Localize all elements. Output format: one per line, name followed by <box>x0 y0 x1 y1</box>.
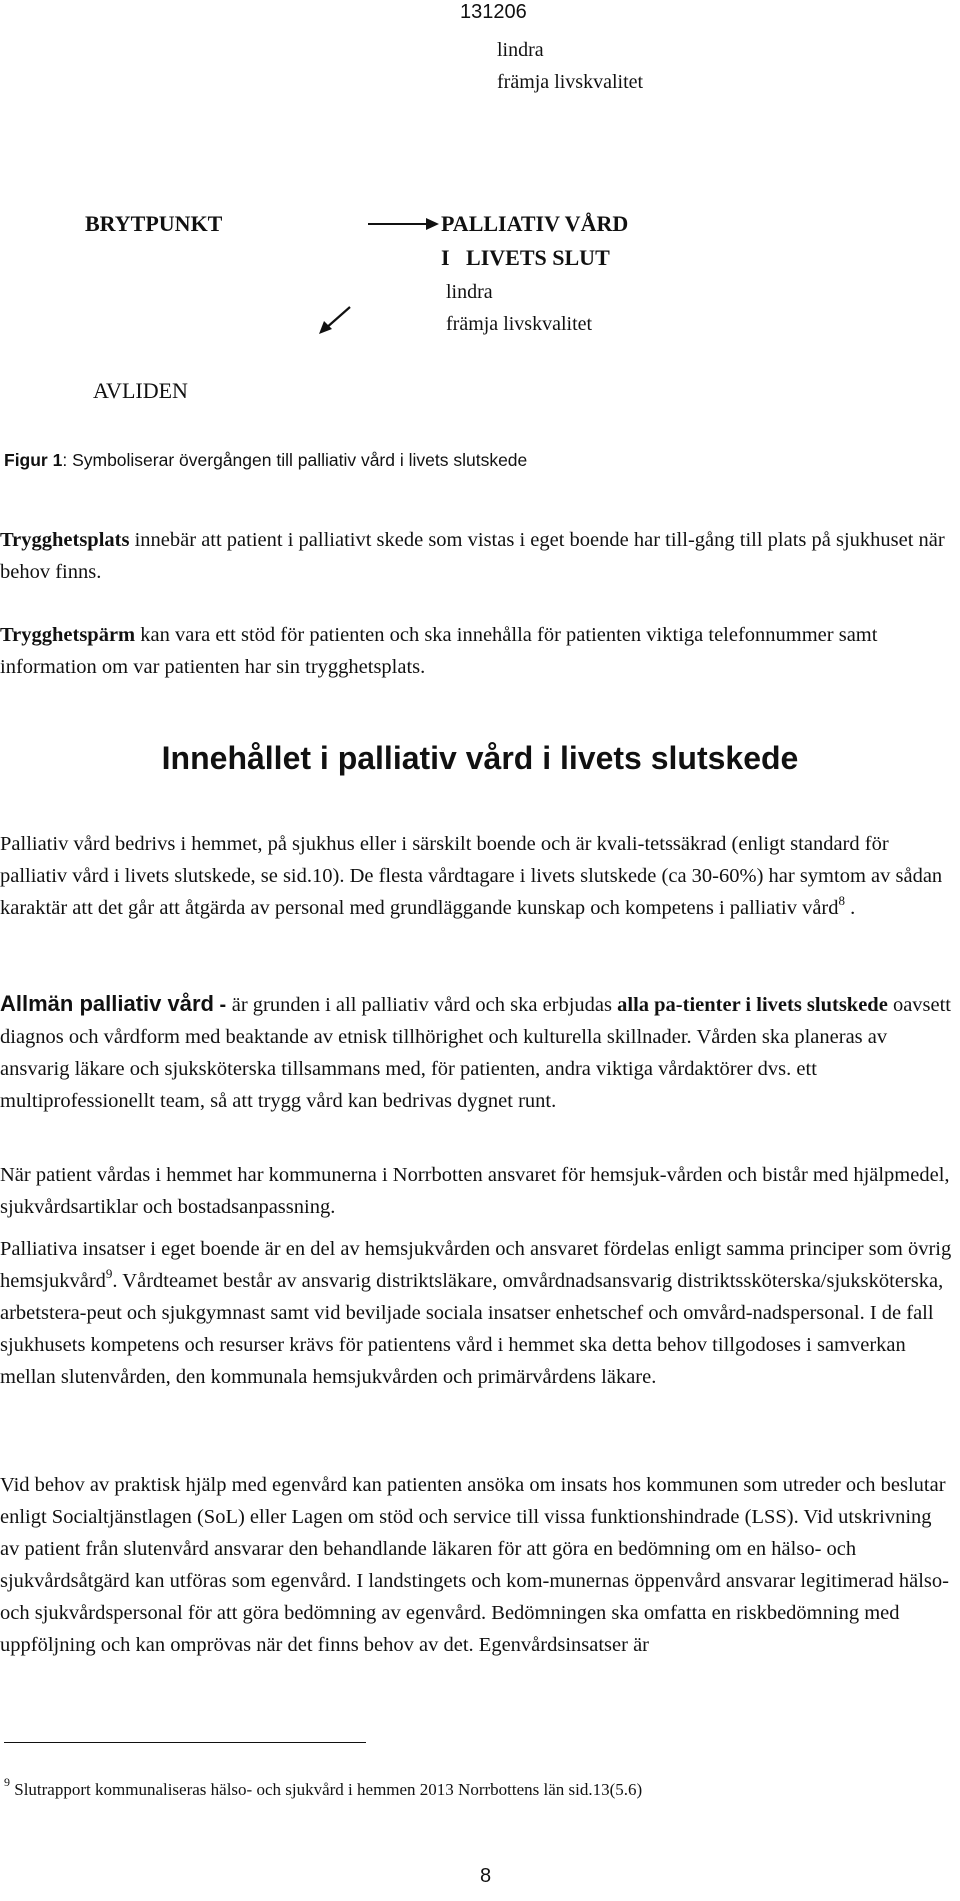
figure-caption-label: Figur 1 <box>4 450 63 470</box>
figure-i-livets-slut: I LIVETS SLUT <box>441 245 610 270</box>
figure-lindra: lindra <box>446 281 493 303</box>
top-line-livskvalitet: främja livskvalitet <box>497 71 644 93</box>
footnote-text: Slutrapport kommunaliseras hälso- och sjukvård i hemmen 2013 Norrbottens län sid.13(5.6) <box>10 1780 643 1799</box>
footnote-ref-9: 9 <box>105 1266 113 1281</box>
paragraph-2-bold: alla pa-tienter i livets slutskede <box>617 994 888 1016</box>
definition-trygghetsparm <box>0 619 952 683</box>
term-dash: - <box>213 994 232 1016</box>
figure-caption <box>4 449 527 471</box>
paragraph-egenvard <box>0 1469 952 1661</box>
top-line-lindra: lindra <box>497 39 544 61</box>
paragraph-4-text-b: . Vårdteamet består av ansvarig distriktsläkare, omvårdnadsansvarig distriktssköterska/sjuksköterska, arbetstera-peut och sjukgymnast samt vid beviljade sociala insatser enhetschef och omvård-nadspersonal. I de fall sjukhusets kompetens och resurser krävs för patientens vård i hemmet ska detta behov tillgodoses i samverkan mellan slutenvården, den kommunala hemsjukvården och primärvårdens läkare. <box>0 1270 944 1388</box>
paragraph-eget-boende <box>0 1233 952 1393</box>
figure-caption-text: : Symboliserar övergången till palliativ vård i livets slutskede <box>62 450 528 470</box>
figure-palliativ-vard: PALLIATIV VÅRD <box>441 211 629 236</box>
paragraph-4-text-a: Palliativa insatser i eget boende är en del av hemsjukvården och ansvaret fördelas enligt samma principer som övrig hemsjukvård <box>0 1238 952 1292</box>
paragraph-1-text: Palliativ vård bedrivs i hemmet, på sjukhus eller i särskilt boende och är kvali-tetssäkrad (enligt standard för palliativ vård i livets slutskede, se sid.10). De flesta vårdtagare i livets slutskede (ca 30-60%) har symtom av sådan karaktär att det går att åtgärda av personal med grundläggande kunskap och kompetens i palliativ vård <box>0 833 943 919</box>
paragraph-2-text-a: är grunden i all palliativ vård och ska erbjudas <box>231 994 618 1016</box>
section-heading: Innehållet i palliativ vård i livets slutskede <box>161 740 799 776</box>
paragraph-3-text: När patient vårdas i hemmet har kommunerna i Norrbotten ansvaret för hemsjuk-vården och bistår med hjälpmedel, sjukvårdsartiklar och bostadsanpassning. <box>0 1164 950 1218</box>
term-allman-palliativ-vard: Allmän palliativ vård <box>0 991 214 1016</box>
paragraph-5-text: Vid behov av praktisk hjälp med egenvård kan patienten ansöka om insats hos kommunen som utreder och beslutar enligt Socialtjänstlagen (SoL) eller Lagen om stöd och service till vissa funktionshindrade (LSS). Vid utskrivning av patient från slutenvård ansvarar den behandlande läkaren för att göra en bedömning om en hälso- och sjukvårdsåtgärd kan utföras som egenvård. I landstingets och kom-munernas öppenvård ansvarar legitimerad hälso- och sjukvårdspersonal för att göra bedömning av egenvård. Bedömningen ska omfatta en riskbedömning med uppföljning och kan omprövas när det finns behov av det. Egenvårdsinsatser är <box>0 1474 949 1656</box>
paragraph-allman-palliativ-vard <box>0 988 952 1117</box>
arrow-down-left-icon <box>318 305 352 335</box>
figure-framja-livskvalitet: främja livskvalitet <box>446 313 593 335</box>
paragraph-hemmet <box>0 1159 952 1223</box>
figure-brytpunkt: BRYTPUNKT <box>85 211 223 236</box>
arrow-right-icon <box>368 216 440 232</box>
definition-trygghetsplats-text: innebär att patient i palliativt skede som vistas i eget boende har till-gång till plats på sjukhuset när behov finns. <box>0 529 945 583</box>
page-number: 8 <box>480 1865 492 1887</box>
paragraph-2-text-b: oavsett diagnos och vårdform med beaktande av etnisk tillhörighet och kulturella skillnader. Vården ska planeras av ansvarig läkare och sjuksköterska tillsammans med, för patienten, andra viktiga vårdaktörer dvs. ett multiprofessionellt team, så att trygg vård kan bedrivas dygnet runt. <box>0 994 952 1112</box>
footnote <box>4 1775 643 1801</box>
paragraph-1-end: . <box>845 897 856 919</box>
definition-trygghetsplats <box>0 524 952 588</box>
term-trygghetsplats: Trygghetsplats <box>0 529 130 551</box>
footnote-number: 9 <box>4 1775 10 1789</box>
document-date: 131206 <box>460 1 527 23</box>
paragraph-palliativ-vard <box>0 828 952 924</box>
figure-avliden: AVLIDEN <box>93 378 188 403</box>
definition-trygghetsparm-text: kan vara ett stöd för patienten och ska innehålla för patienten viktiga telefonnummer samt information om var patienten har sin trygghetsplats. <box>0 624 878 678</box>
term-trygghetsparm: Trygghetspärm <box>0 624 136 646</box>
footnote-ref-8: 8 <box>838 893 845 908</box>
footnote-divider <box>4 1742 366 1743</box>
